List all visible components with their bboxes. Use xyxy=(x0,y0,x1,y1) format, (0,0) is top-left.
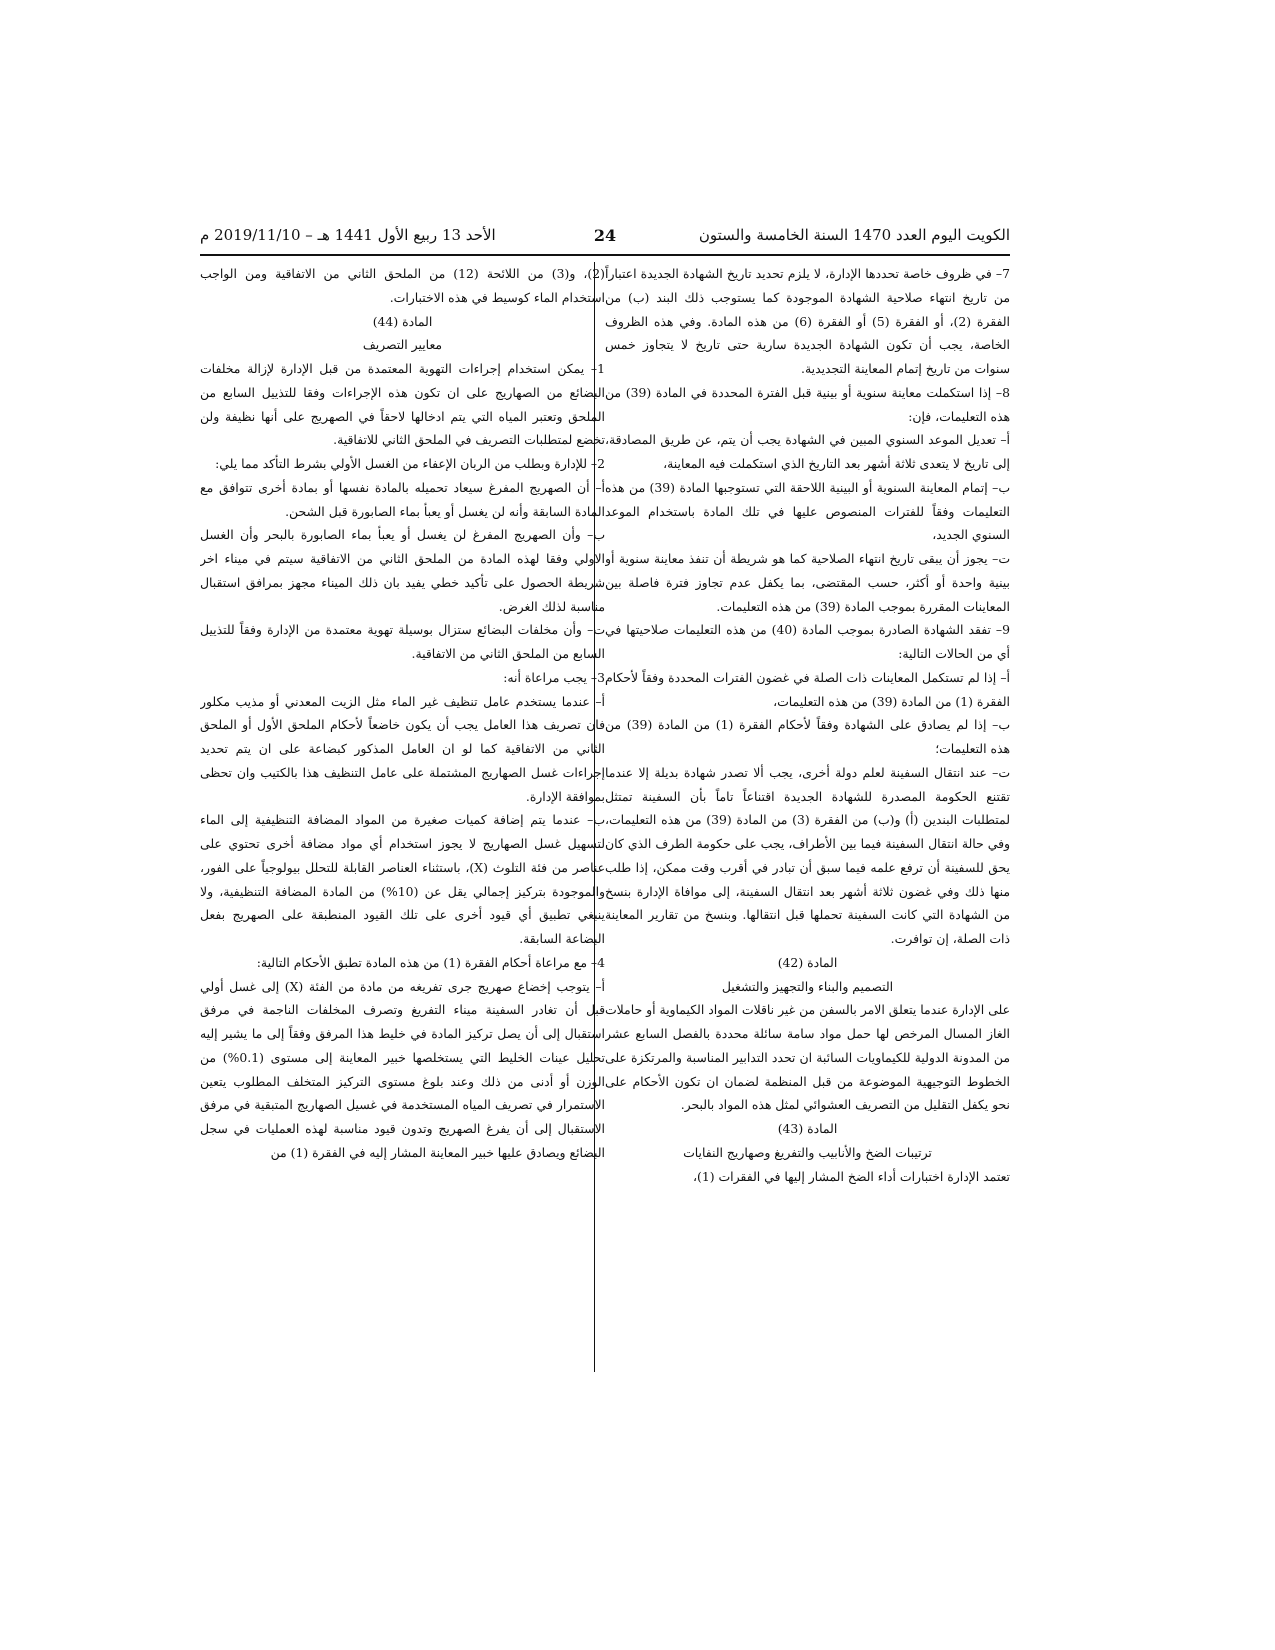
paragraph: 8– إذا استكملت معاينة سنوية أو بينية قبل الفترة المحددة في المادة (39) من هذه التعليمات، فإن: xyxy=(605,384,1010,424)
paragraph: أ– عندما يستخدم عامل تنظيف غير الماء مثل الزيت المعدني أو مذيب مكلور فان تصريف هذا العامل يجب أن يكون خاضعاً لأحكام الملحق الأول أو الملحق الثاني من الاتفاقية كما لو ان العامل المذكور كبضاعة على ان يتم تحديد إجراءات غسل الصهاريج المشتملة على عامل التنظيف هذا بالكتيب وان تحظى بموافقة الإدارة. xyxy=(200,693,605,804)
page-number: 24 xyxy=(593,226,617,245)
paragraph: أ– أن الصهريج المفرغ سيعاد تحميله بالمادة نفسها أو بمادة أخرى تتوافق مع المادة السابقة وأنه لن يغسل أو يعبأ بماء الصابورة قبل الشحن. xyxy=(200,479,605,519)
section-title: ترتيبات الضخ والأنابيب والتفريغ وصهاريج النفايات xyxy=(683,1144,932,1160)
paragraph: 7– في ظروف خاصة تحددها الإدارة، لا يلزم تحديد تاريخ الشهادة الجديدة اعتباراً من تاريخ انتهاء صلاحية الشهادة الموجودة كما يستوجب ذلك البند (ب) من الفقرة (2)، أو الفقرة (5) أو الفقرة (6) من هذه المادة. وفي هذه الظروف الخاصة، يجب أن تكون الشهادة الجديدة سارية حتى تاريخ لا يتجاوز خمس سنوات من تاريخ إتمام المعاينة التجديدية. xyxy=(605,266,1010,376)
paragraph: أ– تعديل الموعد السنوي المبين في الشهادة يجب أن يتم، عن طريق المصادقة، إلى تاريخ لا يتعدى ثلاثة أشهر بعد التاريخ الذي استكملت فيه المعاينة، xyxy=(605,432,1010,471)
page-header xyxy=(200,226,1010,254)
paragraph: على الإدارة عندما يتعلق الامر بالسفن من غير ناقلات المواد الكيماوية أو حاملات الغاز المسال المرخص لها حمل مواد سامة سائلة محددة بالفصل السابع عشر من المدونة الدولية للكيماويات السائبة ان تحدد التدابير المناسبة والمرتكزة على الخطوط التوجيهية الموضوعة من قبل المنظمة لضمان ان تكون الأحكام على نحو يكفل التقليل من التصريف العشوائي لمثل هذه المواد بالبحر. xyxy=(605,1002,1010,1113)
header-date: الأحد 13 ربيع الأول 1441 هـ – 2019/11/10 م xyxy=(200,226,496,244)
paragraph: (2)، و(3) من اللائحة (12) من الملحق الثاني من الاتفاقية ومن الواجب استخدام الماء كوسيط في هذه الاختبارات. xyxy=(200,266,605,305)
header-rule xyxy=(200,254,1010,256)
paragraph: تعتمد الإدارة اختبارات أداء الضخ المشار إليها في الفقرات (1)، xyxy=(692,1168,1010,1184)
paragraph: ب– إذا لم يصادق على الشهادة وفقاً لأحكام الفقرة (1) من المادة (39) من هذه التعليمات؛ xyxy=(605,717,1010,756)
article-heading: المادة (42) xyxy=(777,954,838,970)
article-heading: المادة (43) xyxy=(777,1121,838,1136)
paragraph: ب– إتمام المعاينة السنوية أو البينية اللاحقة التي تستوجبها المادة (39) من هذه التعليمات وفقاً للفترات المنصوص عليها في تلك المادة باستخدام الموعد السنوي الجديد، xyxy=(605,479,1010,543)
right-column xyxy=(605,262,1010,1372)
paragraph: 1– يمكن استخدام إجراءات التهوية المعتمدة من قبل الإدارة لإزالة مخلفات البضائع من الصهاريج على ان تكون هذه الإجراءات وفقا للتذييل السابع من الملحق وتعتبر المياه التي يتم ادخالها لاحقاً في الصهريج على أنها نظيفة ولن تخضع لمتطلبات التصريف في الملحق الثاني للاتفاقية. xyxy=(200,361,605,448)
paragraph: ب– عندما يتم إضافة كميات صغيرة من المواد المضافة التنظيفية إلى الماء لتسهيل غسل الصهاريج لا يجوز استخدام أي مواد مضافة أخرى تحتوي على عناصر من فئة التلوث (X)، باستثناء العناصر القابلة للتحلل بيولوجياً على الفور، والموجودة بتركيز إجمالي يقل عن (10%) من المادة المضافة التنظيفية، ولا ينبغي تطبيق أي قيود أخرى على تلك القيود المنطبقة على الصهريج بفعل البضاعة السابقة. xyxy=(200,812,605,946)
paragraph: 2– للإدارة وبطلب من الربان الإعفاء من الغسل الأولي بشرط التأكد مما يلي: xyxy=(215,456,605,471)
paragraph: أ– يتوجب إخضاع صهريج جرى تفريغه من مادة من الفئة (X) إلى غسل أولي قبل أن تغادر السفينة ميناء التفريغ وتصرف المخلفات الناجمة في مرفق استقبال إلى أن يصل تركيز المادة في خليط هذا المرفق وفقاً إلى ما يشير إليه تحليل عينات الخليط التي يستخلصها خبير المعاينة إلى مستوى (0.1%) من الوزن أو أدنى من ذلك وعند بلوغ مستوى التركيز المتخلف المطلوب يتعين الاستمرار في تصريف المياه المستخدمة في غسيل الصهاريج المتبقية في مرفق الاستقبال إلى أن يفرغ الصهريج وتدون قيود مناسبة لهذه العمليات في سجل البضائع ويصادق عليها خبير المعاينة المشار إليه في الفقرة (1) من xyxy=(200,978,605,1160)
paragraph: أ– إذا لم تستكمل المعاينات ذات الصلة في غضون الفترات المحددة وفقاً لأحكام الفقرة (1) من المادة (39) من هذه التعليمات، xyxy=(605,669,1010,709)
paragraph: ت– يجوز أن يبقى تاريخ انتهاء الصلاحية كما هو شريطة أن تنفذ معاينة سنوية أو بينية واحدة أو أكثر، حسب المقتضى، بما يكفل عدم تجاوز فترة فاصلة بين المعاينات المقررة بموجب المادة (39) من هذه التعليمات. xyxy=(605,551,1010,614)
left-column xyxy=(200,262,605,1372)
section-title: التصميم والبناء والتجهيز والتشغيل xyxy=(721,978,894,994)
article-heading: المادة (44) xyxy=(372,313,433,329)
paragraph: 3– يجب مراعاة أنه: xyxy=(503,669,605,685)
paragraph: ت– عند انتقال السفينة لعلم دولة أخرى، يجب ألا تصدر شهادة بديلة إلا عندما تقتنع الحكومة المصدرة للشهادة الجديدة اقتناعاً تاماً بأن السفينة تمتثل لمتطلبات البندين (أ) و(ب) من الفقرة (3) من المادة (39) من هذه التعليمات، وفي حالة انتقال السفينة فيما بين الأطراف، يجب على حكومة الطرف الذي كان يحق للسفينة أن ترفع علمه فيما سبق أن تبادر في أقرب وقت ممكن، إذا طلب منها ذلك وفي غضون ثلاثة أشهر بعد انتقال السفينة، إلى موافاة الإدارة بنسخ من الشهادة التي كانت السفينة تحملها قبل انتقالها. وبنسخ من تقارير المعاينة ذات الصلة، إن توافرت. xyxy=(605,764,1010,946)
section-title: معايير التصريف xyxy=(362,337,443,353)
paragraph: 9– تفقد الشهادة الصادرة بموجب المادة (40) من هذه التعليمات صلاحيتها في أي من الحالات التالية: xyxy=(605,622,1010,661)
paragraph: ب– وأن الصهريج المفرغ لن يغسل أو يعبأ بماء الصابورة بالبحر وأن الغسل الاولي وفقا لهذه المادة من الملحق الثاني من الاتفاقية سيتم في ميناء اخر شريطة الحصول على تأكيد خطي يفيد بان ذلك الميناء مجهز بمرافق استقبال مناسبة لذلك الغرض. xyxy=(200,527,605,614)
header-publication: الكويت اليوم العدد 1470 السنة الخامسة والستون xyxy=(698,226,1010,244)
paragraph: ت– وأن مخلفات البضائع ستزال بوسيلة تهوية معتمدة من الإدارة وفقاً للتذييل السابع من الملحق الثاني من الاتفاقية. xyxy=(200,622,605,661)
paragraph: 4– مع مراعاة أحكام الفقرة (1) من هذه المادة تطبق الأحكام التالية: xyxy=(256,954,605,970)
